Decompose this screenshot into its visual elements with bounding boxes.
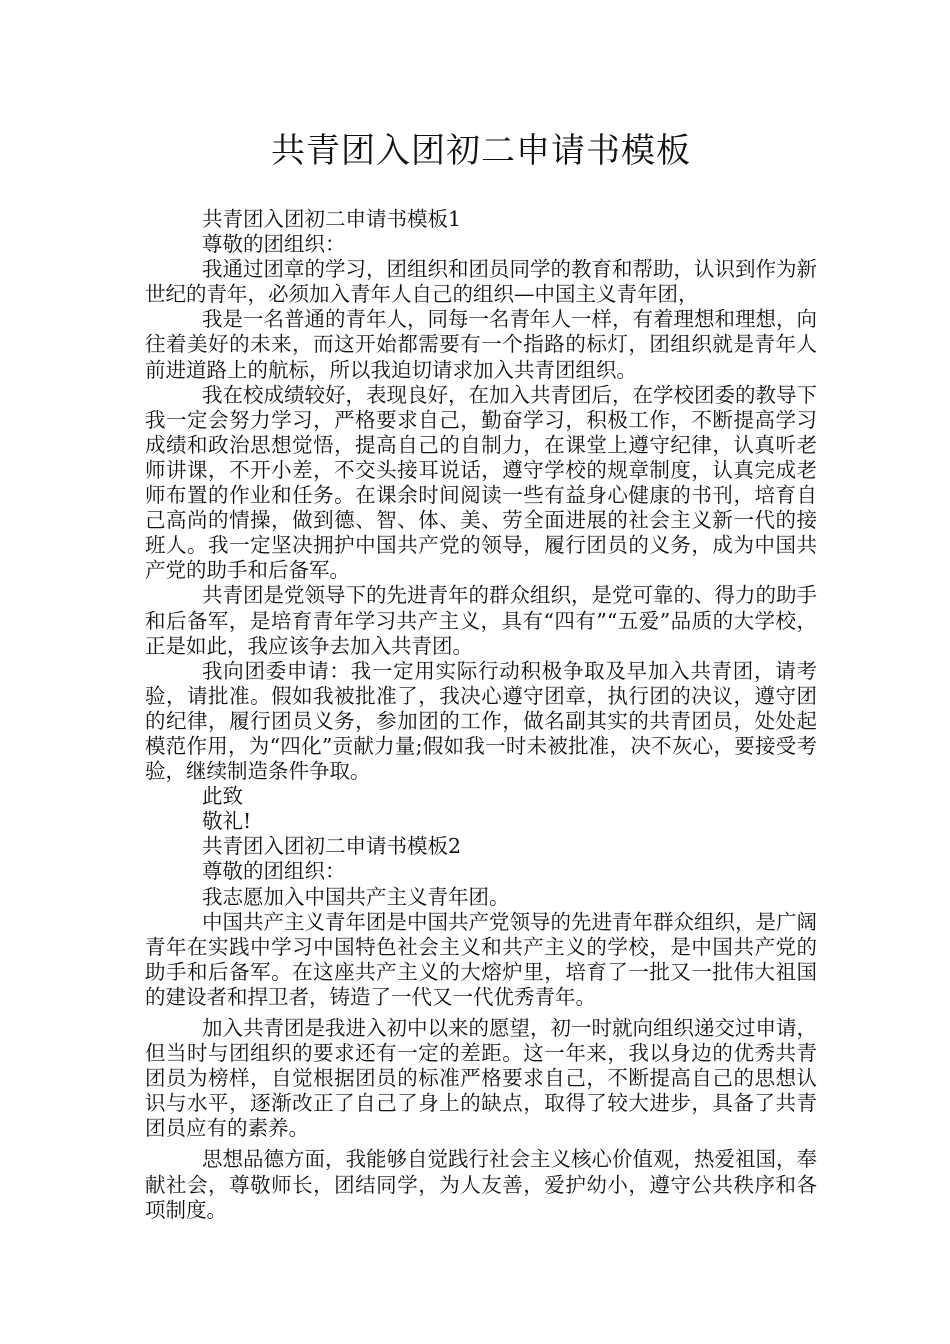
paragraph: 我在校成绩较好，表现良好，在加入共青团后，在学校团委的教导下我一定会努力学习，严格要求自己，勤奋学习，积极工作，不断提高学习成绩和政治思想觉悟，提高自己的自制力，在课堂上遵守纪律，认真听老师讲课，不开小差，不交头接耳说话，遵守学校的规章制度，认真完成老师布置的作业和任务。在课余时间阅读一些有益身心健康的书刊，培育自己高尚的情操，做到德、智、体、美、劳全面进展的社会主义新一代的接班人。我一定坚决拥护中国共产党的领导，履行团员的义务，成为中国共产党的助手和后备军。 — [145, 382, 817, 583]
document-title: 共青团入团初二申请书模板 — [271, 131, 691, 171]
paragraph: 中国共产主义青年团是中国共产党领导的先进青年群众组织，是广阔青年在实践中学习中国特色社会主义和共产主义的学校，是中国共产党的助手和后备军。在这座共产主义的大熔炉里，培育了一批又一批伟大祖国的建设者和捍卫者，铸造了一代又一代优秀青年。 — [145, 909, 817, 1009]
section-heading: 共青团入团初二申请书模板1 — [202, 207, 462, 231]
paragraph: 共青团是党领导下的先进青年的群众组织，是党可靠的、得力的助手和后备军，是培育青年学习共产主义，具有“四有”“五爱”品质的大学校，正是如此，我应该争去加入共青团。 — [145, 583, 817, 658]
paragraph: 我志愿加入中国共产主义青年团。 — [202, 884, 510, 909]
salutation: 尊敬的团组织： — [202, 859, 346, 884]
section-1 — [145, 207, 817, 834]
paragraph: 我通过团章的学习，团组织和团员同学的教育和帮助，认识到作为新世纪的青年，必须加入青年人自己的组织—中国主义青年团， — [145, 257, 817, 307]
paragraph: 加入共青团是我进入初中以来的愿望，初一时就向组织递交过申请，但当时与团组织的要求还有一定的差距。这一年来，我以身边的优秀共青团员为榜样，自觉根据团员的标准严格要求自己，不断提高自己的思想认识与水平，逐渐改正了自己了身上的缺点，取得了较大进步，具备了共青团员应有的素养。 — [145, 1016, 817, 1141]
section-2 — [145, 834, 817, 1222]
paragraph: 思想品德方面，我能够自觉践行社会主义核心价值观，热爱祖国，奉献社会，尊敬师长，团结同学，为人友善，爱护幼小，遵守公共秩序和各项制度。 — [145, 1147, 817, 1222]
paragraph: 我向团委申请：我一定用实际行动积极争取及早加入共青团，请考验，请批准。假如我被批准了，我决心遵守团章，执行团的决议，遵守团的纪律，履行团员义务，参加团的工作，做名副其实的共青团员，处处起模范作用，为“四化”贡献力量;假如我一时未被批准，决不灰心，要接受考验，继续制造条件争取。 — [145, 658, 817, 784]
closing-line: 敬礼! — [202, 809, 252, 834]
paragraph: 我是一名普通的青年人，同每一名青年人一样，有着理想和理想，向往着美好的未来，而这开始都需要有一个指路的标灯，团组织就是青年人前进道路上的航标，所以我迫切请求加入共青团组织。 — [145, 307, 817, 382]
document-page — [145, 120, 817, 1223]
salutation: 尊敬的团组织： — [202, 232, 346, 257]
section-heading: 共青团入团初二申请书模板2 — [202, 834, 462, 859]
closing-line: 此致 — [202, 784, 243, 809]
